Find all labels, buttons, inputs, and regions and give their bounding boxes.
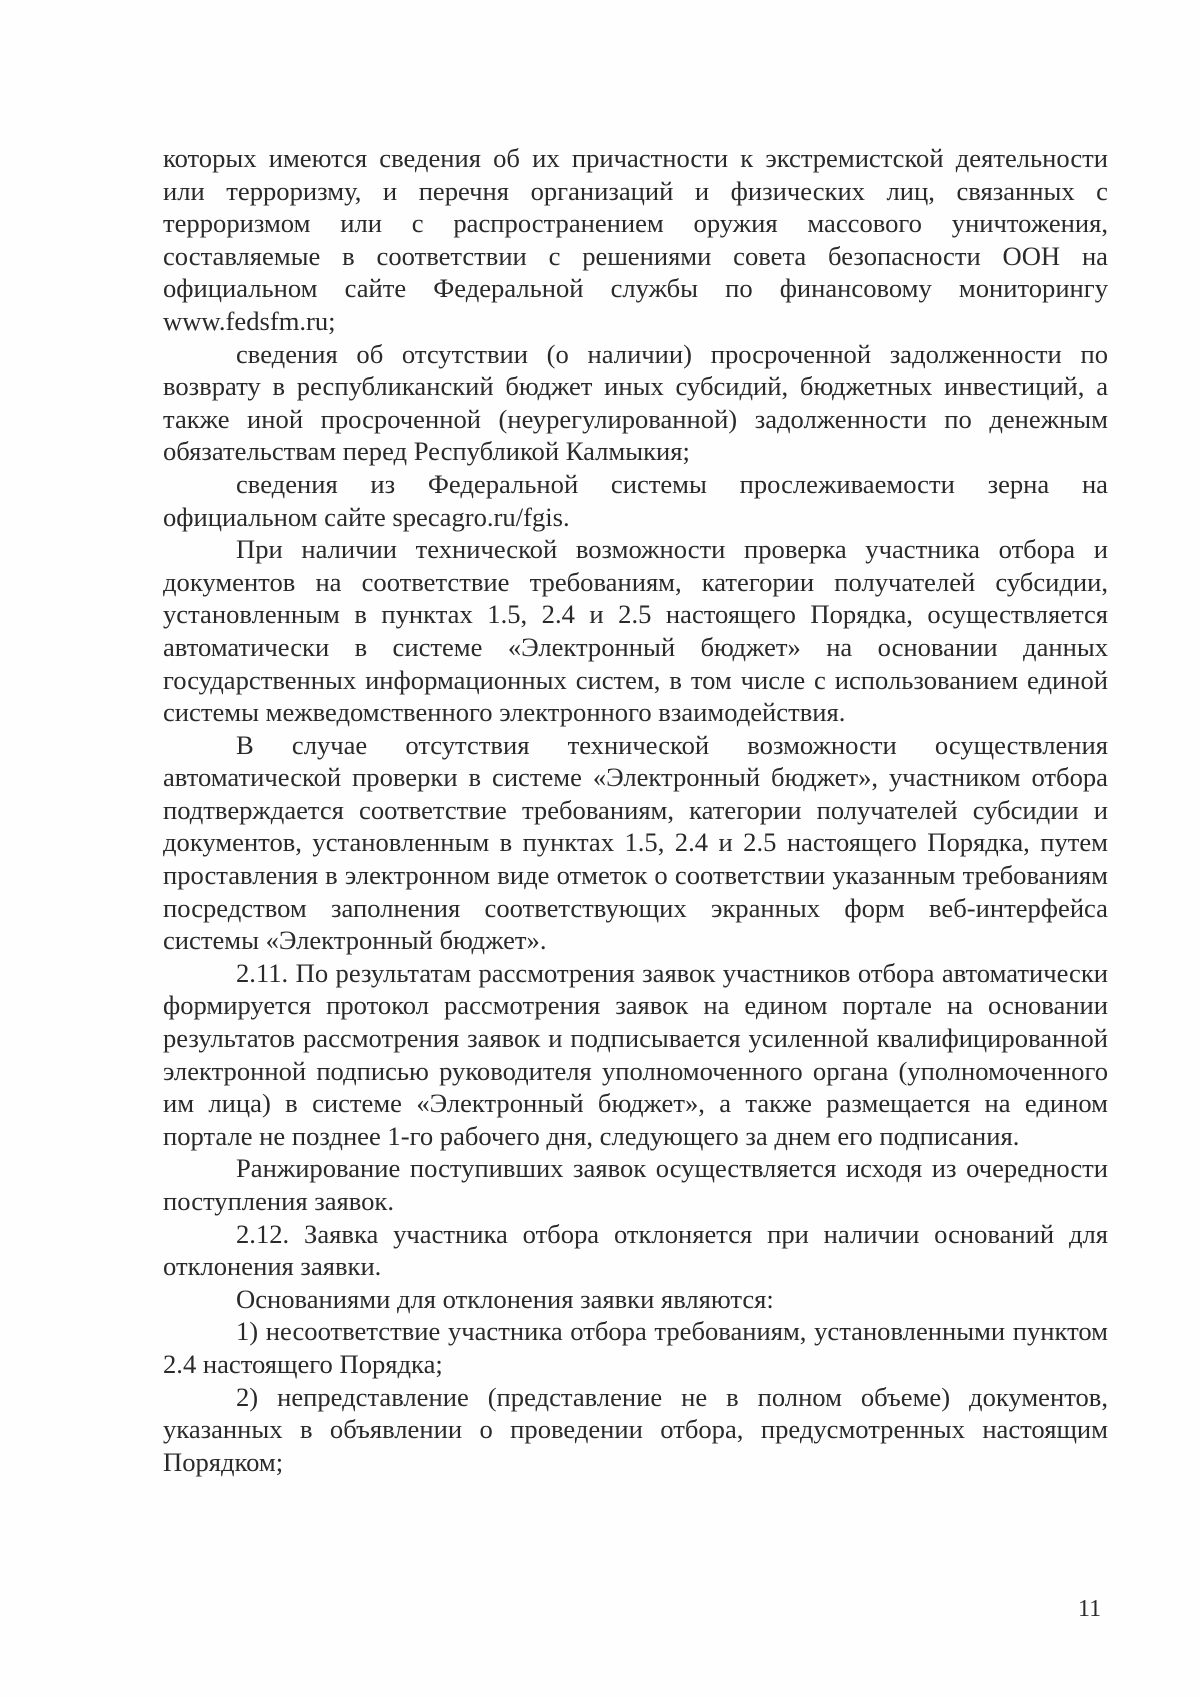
paragraph-debt-info: сведения об отсутствии (о наличии) просроченной задолженности по возврату в республиканский бюджет иных субсидий, бюджетных инвестиций, а также иной просроченной (неурегулированной) задолженности по денежным обязательствам перед Республикой Калмыкия;	[163, 338, 1108, 467]
paragraph-ranking: Ранжирование поступивших заявок осуществляется исходя из очередности поступления заявок.	[163, 1153, 1108, 1216]
paragraph-2-11: 2.11. По результатам рассмотрения заявок участников отбора автоматически формируется протокол рассмотрения заявок на едином портале на основании результатов рассмотрения заявок и подписывается усиленной квалифицированной электронной подписью руководителя уполномоченного органа (уполномоченного им лица) в системе «Электронный бюджет», а также размещается на едином портале не позднее 1-го рабочего дня, следующего за днем его подписания.	[163, 957, 1108, 1151]
paragraph-2-12: 2.12. Заявка участника отбора отклоняется при наличии оснований для отклонения заявки.	[163, 1218, 1108, 1282]
paragraph-grain-system: сведения из Федеральной системы прослеживаемости зерна на официальном сайте specagro.ru/fgis.	[163, 468, 1108, 532]
paragraph-extremism-lists: которых имеются сведения об их причастности к экстремистской деятельности или терроризму, и перечня организаций и физических лиц, связанных с терроризмом или с распространением оружия массового уничтожения, составляемые в соответствии с решениями совета безопасности ООН на официальном сайте Федеральной службы по финансовому мониторингу www.fedsfm.ru;	[163, 143, 1108, 336]
paragraph-grounds-heading: Основаниями для отклонения заявки являются:	[236, 1283, 774, 1314]
list-item-1: 1) несоответствие участника отбора требованиям, установленными пунктом 2.4 настоящего Порядка;	[163, 1316, 1108, 1379]
page-number: 11	[1078, 1596, 1102, 1622]
document-body	[163, 142, 1108, 1478]
list-item-2: 2) непредставление (представление не в полном объеме) документов, указанных в объявлении о проведении отбора, предусмотренных настоящим Порядком;	[163, 1381, 1108, 1477]
paragraph-manual-check: В случае отсутствия технической возможности осуществления автоматической проверки в системе «Электронный бюджет», участником отбора подтверждается соответствие требованиям, категории получателей субсидии и документов, установленным в пунктах 1.5, 2.4 и 2.5 настоящего Порядка, путем проставления в электронном виде отметок о соответствии указанным требованиям посредством заполнения соответствующих экранных форм веб-интерфейса системы «Электронный бюджет».	[163, 729, 1108, 956]
paragraph-automatic-check: При наличии технической возможности проверка участника отбора и документов на соответствие требованиям, категории получателей субсидии, установленным в пунктах 1.5, 2.4 и 2.5 настоящего Порядка, осуществляется автоматически в системе «Электронный бюджет» на основании данных государственных информационных систем, в том числе с использованием единой системы межведомственного электронного взаимодействия.	[163, 534, 1108, 728]
